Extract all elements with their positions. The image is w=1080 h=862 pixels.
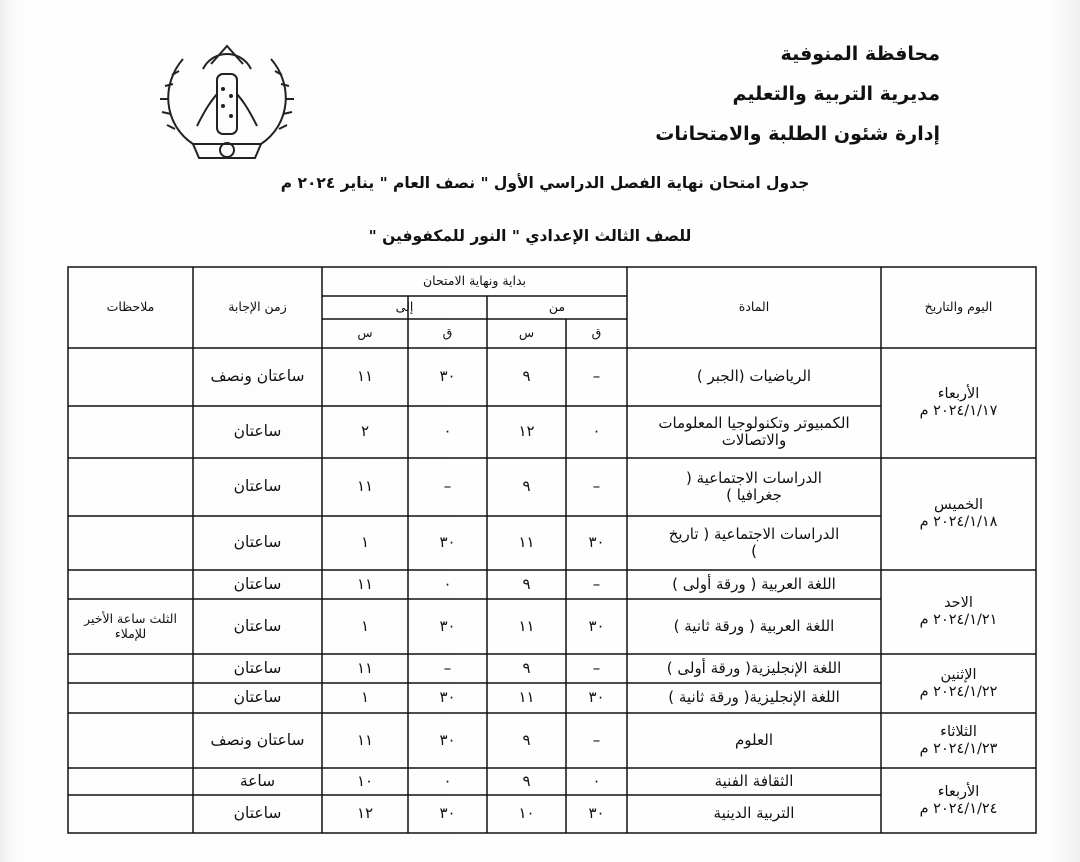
to-min-cell: ٠ xyxy=(443,771,452,790)
from-min-cell: – xyxy=(592,730,601,749)
notes-cell: الثلث ساعة الأخير للإملاء xyxy=(84,611,177,641)
header-day-date: اليوم والتاريخ xyxy=(924,299,993,315)
notes-cell xyxy=(68,458,193,516)
notes-cell xyxy=(68,654,193,683)
subject-cell: الكمبيوتر وتكنولوجيا المعلومات والاتصالات xyxy=(658,413,850,449)
to-min-cell: – xyxy=(443,658,452,677)
duration-cell: ساعتان xyxy=(233,688,282,707)
from-hour-cell: ١١ xyxy=(518,616,535,635)
from-hour-cell: ١٠ xyxy=(518,804,535,823)
day-name: الأربعاء xyxy=(937,386,980,403)
to-min-cell: ٣٠ xyxy=(439,730,456,749)
from-min-cell: ٣٠ xyxy=(588,804,605,823)
to-hour-cell: ١١ xyxy=(356,477,374,496)
from-min-cell: ٣٠ xyxy=(588,533,605,552)
day-date: ٢٠٢٤/١/١٧ م xyxy=(919,403,998,419)
from-hour-cell: ٩ xyxy=(522,771,531,790)
notes-cell xyxy=(68,570,193,599)
from-hour-cell: ١١ xyxy=(518,688,535,707)
to-hour-cell: ١١ xyxy=(356,730,374,749)
duration-cell: ساعتان xyxy=(233,533,282,552)
from-hour-cell: ٩ xyxy=(522,477,531,496)
from-hour-cell: ١١ xyxy=(518,533,535,552)
day-date: ٢٠٢٤/١/٢٢ م xyxy=(919,683,998,700)
subject-cell: اللغة العربية ( ورقة أولى ) xyxy=(672,574,836,593)
to-min-cell: ٣٠ xyxy=(439,804,456,823)
notes-cell xyxy=(68,795,193,833)
subject-cell: العلوم xyxy=(735,730,773,749)
duration-cell: ساعتان xyxy=(233,804,282,823)
day-cell xyxy=(881,768,1036,833)
from-hour-cell: ١٢ xyxy=(518,422,535,441)
from-hour-cell: ٩ xyxy=(522,658,531,677)
header-from-hour: س xyxy=(518,325,535,341)
day-name: الاحد xyxy=(944,595,973,612)
subject-cell: اللغة الإنجليزية( ورقة ثانية ) xyxy=(668,688,840,707)
from-min-cell: – xyxy=(592,367,601,386)
subject-cell: الرياضيات (الجبر ) xyxy=(696,367,812,386)
directorate-name: مديرية التربية والتعليم xyxy=(732,83,940,105)
header-to-hour: س xyxy=(357,325,373,341)
subject-cell: اللغة العربية ( ورقة ثانية ) xyxy=(673,616,835,635)
from-min-cell: – xyxy=(592,574,601,593)
subject-cell: الدراسات الاجتماعية ( جغرافيا ) xyxy=(686,468,822,504)
header-to-min: ق xyxy=(442,325,453,341)
from-min-cell: ٣٠ xyxy=(588,616,605,635)
header-to: إلى xyxy=(395,299,414,315)
day-name: الإثنين xyxy=(940,666,977,683)
to-min-cell: ٣٠ xyxy=(439,688,456,707)
to-min-cell: ٠ xyxy=(443,574,452,593)
duration-cell: ساعتان xyxy=(233,422,282,441)
document-title: جدول امتحان نهاية الفصل الدراسي الأول " نصف العام " يناير ٢٠٢٤ م xyxy=(280,174,810,192)
day-cell xyxy=(881,570,1036,654)
from-min-cell: ٠ xyxy=(592,422,601,441)
to-hour-cell: ١ xyxy=(360,616,370,635)
from-min-cell: ٣٠ xyxy=(588,688,605,707)
from-hour-cell: ٩ xyxy=(522,730,531,749)
to-min-cell: ٣٠ xyxy=(439,533,456,552)
day-date: ٢٠٢٤/١/٢٣ م xyxy=(919,740,998,757)
subject-cell: الثقافة الفنية xyxy=(714,771,794,790)
header-start-end: بداية ونهاية الامتحان xyxy=(422,273,527,289)
notes-cell xyxy=(68,768,193,795)
notes-cell xyxy=(68,713,193,768)
from-hour-cell: ٩ xyxy=(522,574,531,593)
to-hour-cell: ١ xyxy=(360,688,370,707)
notes-cell xyxy=(68,406,193,458)
duration-cell: ساعتان xyxy=(233,477,282,496)
subject-cell: اللغة الإنجليزية( ورقة أولى ) xyxy=(666,658,842,677)
duration-cell: ساعتان xyxy=(233,658,282,677)
to-hour-cell: ١١ xyxy=(356,574,374,593)
notes-cell xyxy=(68,348,193,406)
to-hour-cell: ١٠ xyxy=(356,771,374,790)
header-from-min: ق xyxy=(591,325,602,341)
to-hour-cell: ١١ xyxy=(356,367,374,386)
administration-name: إدارة شئون الطلبة والامتحانات xyxy=(655,123,940,145)
notes-cell xyxy=(68,516,193,570)
header-from: من xyxy=(548,299,566,315)
subject-cell: الدراسات الاجتماعية ( تاريخ ) xyxy=(668,524,840,560)
from-min-cell: – xyxy=(592,658,601,677)
duration-cell: ساعة xyxy=(239,771,276,790)
duration-cell: ساعتان xyxy=(233,574,282,593)
to-hour-cell: ٢ xyxy=(360,422,370,441)
header-subject: المادة xyxy=(738,299,770,315)
day-date: ٢٠٢٤/١/٢٤ م xyxy=(919,800,998,817)
day-cell xyxy=(881,713,1036,768)
to-hour-cell: ١١ xyxy=(356,658,374,677)
to-hour-cell: ١ xyxy=(360,533,370,552)
header-duration: زمن الإجابة xyxy=(228,299,287,315)
to-min-cell: ٣٠ xyxy=(439,616,456,635)
day-cell xyxy=(881,348,1036,458)
to-hour-cell: ١٢ xyxy=(356,804,374,823)
day-cell xyxy=(881,458,1036,570)
from-hour-cell: ٩ xyxy=(522,367,531,386)
day-date: ٢٠٢٤/١/١٨ م xyxy=(919,514,998,530)
day-cell xyxy=(881,654,1036,713)
day-name: الأربعاء xyxy=(937,783,980,800)
from-min-cell: ٠ xyxy=(592,771,601,790)
from-min-cell: – xyxy=(592,477,601,496)
duration-cell: ساعتان ونصف xyxy=(210,367,305,386)
day-name: الثلاثاء xyxy=(940,723,977,740)
document-subtitle: للصف الثالث الإعدادي " النور للمكفوفين " xyxy=(368,227,692,245)
to-min-cell: ٣٠ xyxy=(439,367,456,386)
governorate-name: محافظة المنوفية xyxy=(780,43,940,65)
subject-cell: التربية الدينية xyxy=(713,804,795,823)
day-name: الخميس xyxy=(933,497,984,514)
header-notes: ملاحظات xyxy=(106,299,155,315)
duration-cell: ساعتان ونصف xyxy=(210,730,305,749)
day-date: ٢٠٢٤/١/٢١ م xyxy=(919,612,998,628)
to-min-cell: – xyxy=(443,477,452,496)
notes-cell xyxy=(68,683,193,713)
duration-cell: ساعتان xyxy=(233,616,282,635)
to-min-cell: ٠ xyxy=(443,422,452,441)
